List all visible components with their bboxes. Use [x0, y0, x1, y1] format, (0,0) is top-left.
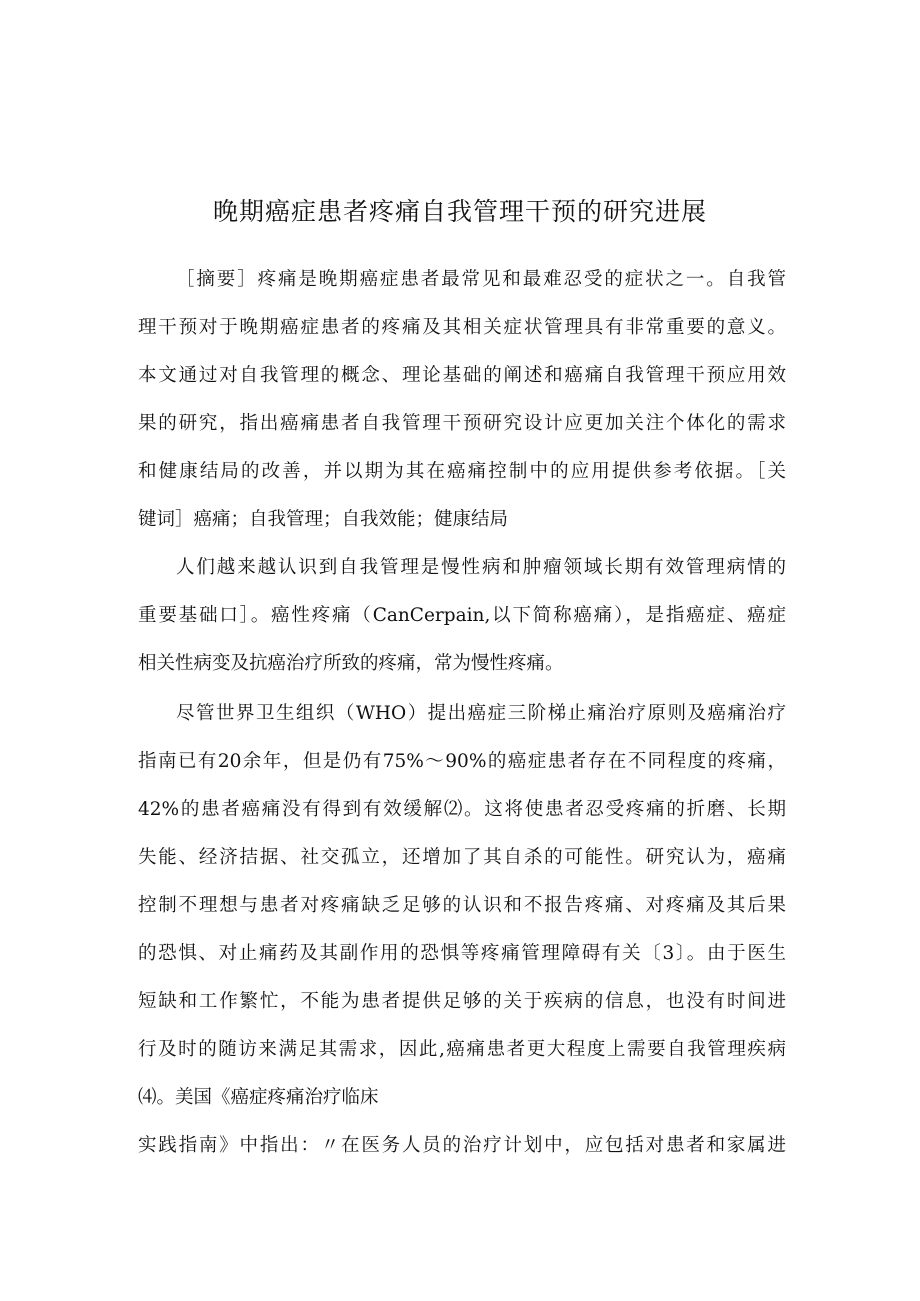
- abstract-line: 理干预对于晚期癌症患者的疼痛及其相关症状管理具有非常重要的意义。: [138, 317, 786, 338]
- body-line: ⑷。美国《癌症疼痛治疗临床: [138, 1087, 379, 1108]
- body-line: 控制不理想与患者对疼痛缺乏足够的认识和不报告疼痛、对疼痛及其后果: [138, 895, 786, 916]
- abstract-line: 本文通过对自我管理的概念、理论基础的阐述和癌痛自我管理干预应用效: [138, 365, 786, 386]
- abstract-line: 果的研究，指出癌痛患者自我管理干预研究设计应更加关注个体化的需求: [138, 413, 786, 434]
- body-line: 尽管世界卫生组织（WHO）提出癌症三阶梯止痛治疗原则及癌痛治疗: [176, 703, 786, 724]
- body-line: 实践指南》中指出：〃在医务人员的治疗计划中，应包括对患者和家属进: [138, 1135, 786, 1156]
- body-line: 指南已有20余年，但是仍有75%～90%的癌症患者存在不同程度的疼痛，: [138, 751, 786, 772]
- abstract-line: 和健康结局的改善，并以期为其在癌痛控制中的应用提供参考依据。［关: [138, 461, 786, 482]
- body-line: 42%的患者癌痛没有得到有效缓解⑵。这将使患者忍受疼痛的折磨、长期: [138, 799, 786, 820]
- abstract-line: ［摘要］疼痛是晚期癌症患者最常见和最难忍受的症状之一。自我管: [176, 269, 786, 290]
- document-title: 晚期癌症患者疼痛自我管理干预的研究进展: [212, 197, 707, 226]
- body-line: 相关性病变及抗癌治疗所致的疼痛，常为慢性疼痛。: [138, 653, 564, 674]
- body-line: 行及时的随访来满足其需求，因此,癌痛患者更大程度上需要自我管理疾病: [138, 1039, 786, 1060]
- body-line: 短缺和工作繁忙，不能为患者提供足够的关于疾病的信息，也没有时间进: [138, 991, 786, 1012]
- keywords-line: 键词］癌痛；自我管理；自我效能；健康结局: [138, 509, 509, 530]
- body-line: 失能、经济拮据、社交孤立，还增加了其自杀的可能性。研究认为，癌痛: [138, 847, 786, 868]
- body-line: 重要基础口］。癌性疼痛（CanCerpain,以下简称癌痛），是指癌症、癌症: [138, 605, 786, 626]
- body-line: 人们越来越认识到自我管理是慢性病和肿瘤领域长期有效管理病情的: [176, 557, 786, 578]
- body-line: 的恐惧、对止痛药及其副作用的恐惧等疼痛管理障碍有关〔3〕。由于医生: [138, 943, 786, 964]
